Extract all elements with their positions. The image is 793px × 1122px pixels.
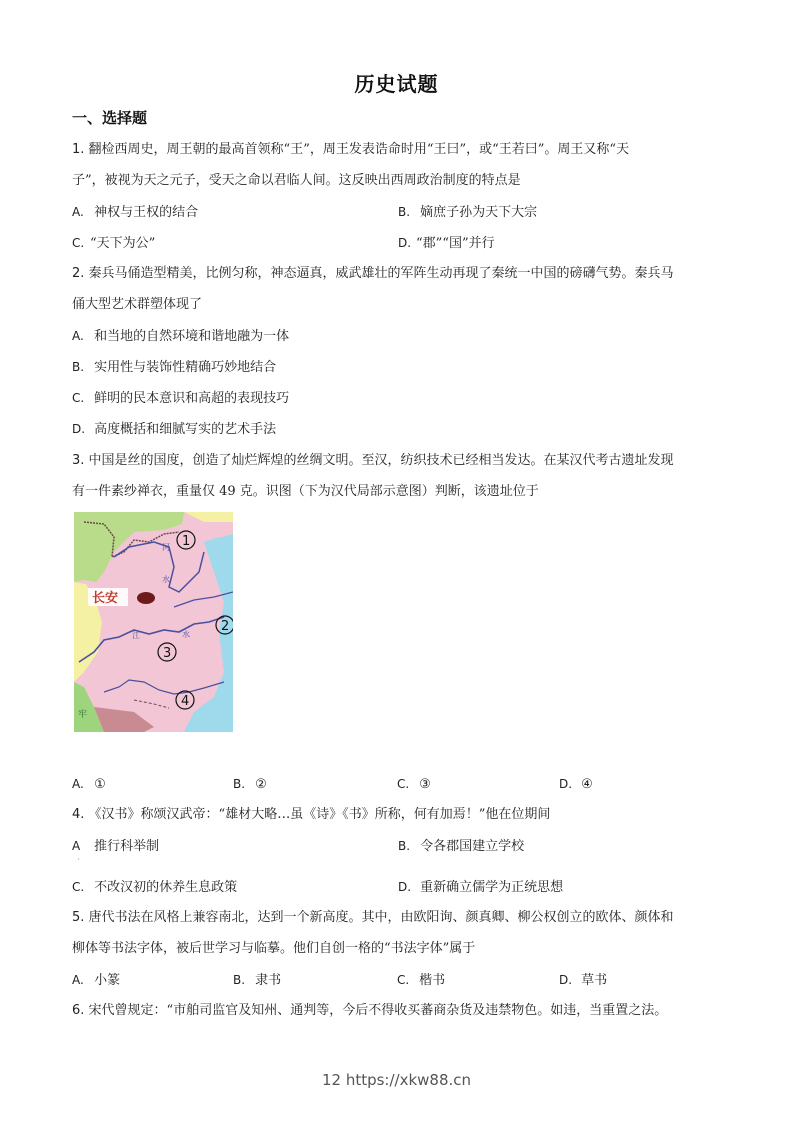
question-4-option-a: A 推行科举制 <box>72 839 160 854</box>
question-number: 1. <box>72 142 85 157</box>
section-heading: 一、选择题 <box>72 109 148 127</box>
question-1-line-2: 子”，被视为天之元子，受天之命以君临人间。这反映出西周政治制度的特点是 <box>72 173 521 188</box>
question-5-line-2: 柳体等书法字体，被后世学习与临摹。他们自创一格的“书法字体”属于 <box>72 941 476 956</box>
svg-text:水: 水 <box>162 575 170 584</box>
question-3-line-2: 有一件素纱禅衣，重量仅 49 克。识图（下为汉代局部示意图）判断，该遗址位于 <box>72 484 539 499</box>
stray-mark: ' <box>78 858 80 865</box>
question-5-option-c: C. 楷书 <box>397 973 446 988</box>
question-4-line-1: 4. 《汉书》称颂汉武帝：“雄材大略…虽《诗》《书》所称，何有加焉！”他在位期间 <box>72 807 551 822</box>
question-4-option-b: B. 令各郡国建立学校 <box>398 839 525 854</box>
question-1-line-1: 1. 翻检西周史，周王朝的最高首领称“王”，周王发表诰命时用“王曰”，或“王若曰”。周王又称“天 <box>72 142 630 157</box>
question-4-option-c: C. 不改汉初的休养生息政策 <box>72 880 238 895</box>
question-5-option-a: A. 小篆 <box>72 973 121 988</box>
question-3-option-a: A. ① <box>72 777 106 792</box>
question-2-line-1: 2. 秦兵马俑造型精美，比例匀称，神态逼真，威武雄壮的军阵生动再现了秦统一中国的磅礴气势。秦兵马 <box>72 266 674 281</box>
question-4-option-d: D. 重新确立儒学为正统思想 <box>398 880 564 895</box>
svg-text:1: 1 <box>182 534 191 549</box>
question-1-option-c: C. “天下为公” <box>72 236 156 251</box>
page-footer: 12 https://xkw88.cn <box>321 1071 472 1089</box>
question-3-option-b: B. ② <box>233 777 267 792</box>
question-3-option-c: C. ③ <box>397 777 431 792</box>
question-1-option-b: B. 嫡庶子孙为天下大宗 <box>398 205 538 220</box>
page-title: 历史试题 <box>354 72 439 96</box>
question-1-option-a: A. 神权与王权的结合 <box>72 205 199 220</box>
question-3-option-d: D. ④ <box>559 777 593 792</box>
svg-text:4: 4 <box>181 694 190 709</box>
question-5-option-b: B. 隶书 <box>233 973 282 988</box>
question-2-option-b: B. 实用性与装饰性精确巧妙地结合 <box>72 360 277 375</box>
svg-text:水: 水 <box>182 630 190 639</box>
svg-text:河: 河 <box>162 543 170 552</box>
han-dynasty-map <box>74 512 233 732</box>
question-1-option-d: D. “郡”“国”并行 <box>398 236 495 251</box>
question-2-option-c: C. 鲜明的民本意识和高超的表现技巧 <box>72 391 290 406</box>
svg-text:长安: 长安 <box>92 591 119 606</box>
question-5-line-1: 5. 唐代书法在风格上兼容南北，达到一个新高度。其中，由欧阳询、颜真卿、柳公权创立的欧体、颜体和 <box>72 910 674 925</box>
svg-text:3: 3 <box>163 646 172 661</box>
svg-text:2: 2 <box>221 619 230 634</box>
question-2-line-2: 俑大型艺术群塑体现了 <box>72 297 203 312</box>
svg-text:江: 江 <box>132 631 140 640</box>
question-3-line-1: 3. 中国是丝的国度，创造了灿烂辉煌的丝绸文明。至汉，纺织技术已经相当发达。在某汉代考古遗址发现 <box>72 453 674 468</box>
question-2-option-a: A. 和当地的自然环境和谐地融为一体 <box>72 329 290 344</box>
question-5-option-d: D. 草书 <box>559 973 608 988</box>
svg-text:牢: 牢 <box>78 710 88 720</box>
question-6-line-1: 6. 宋代曾规定：“市舶司监官及知州、通判等，今后不得收买蕃商杂货及违禁物色。如违，当重置之法。 <box>72 1003 668 1018</box>
question-2-option-d: D. 高度概括和细腻写实的艺术手法 <box>72 422 277 437</box>
